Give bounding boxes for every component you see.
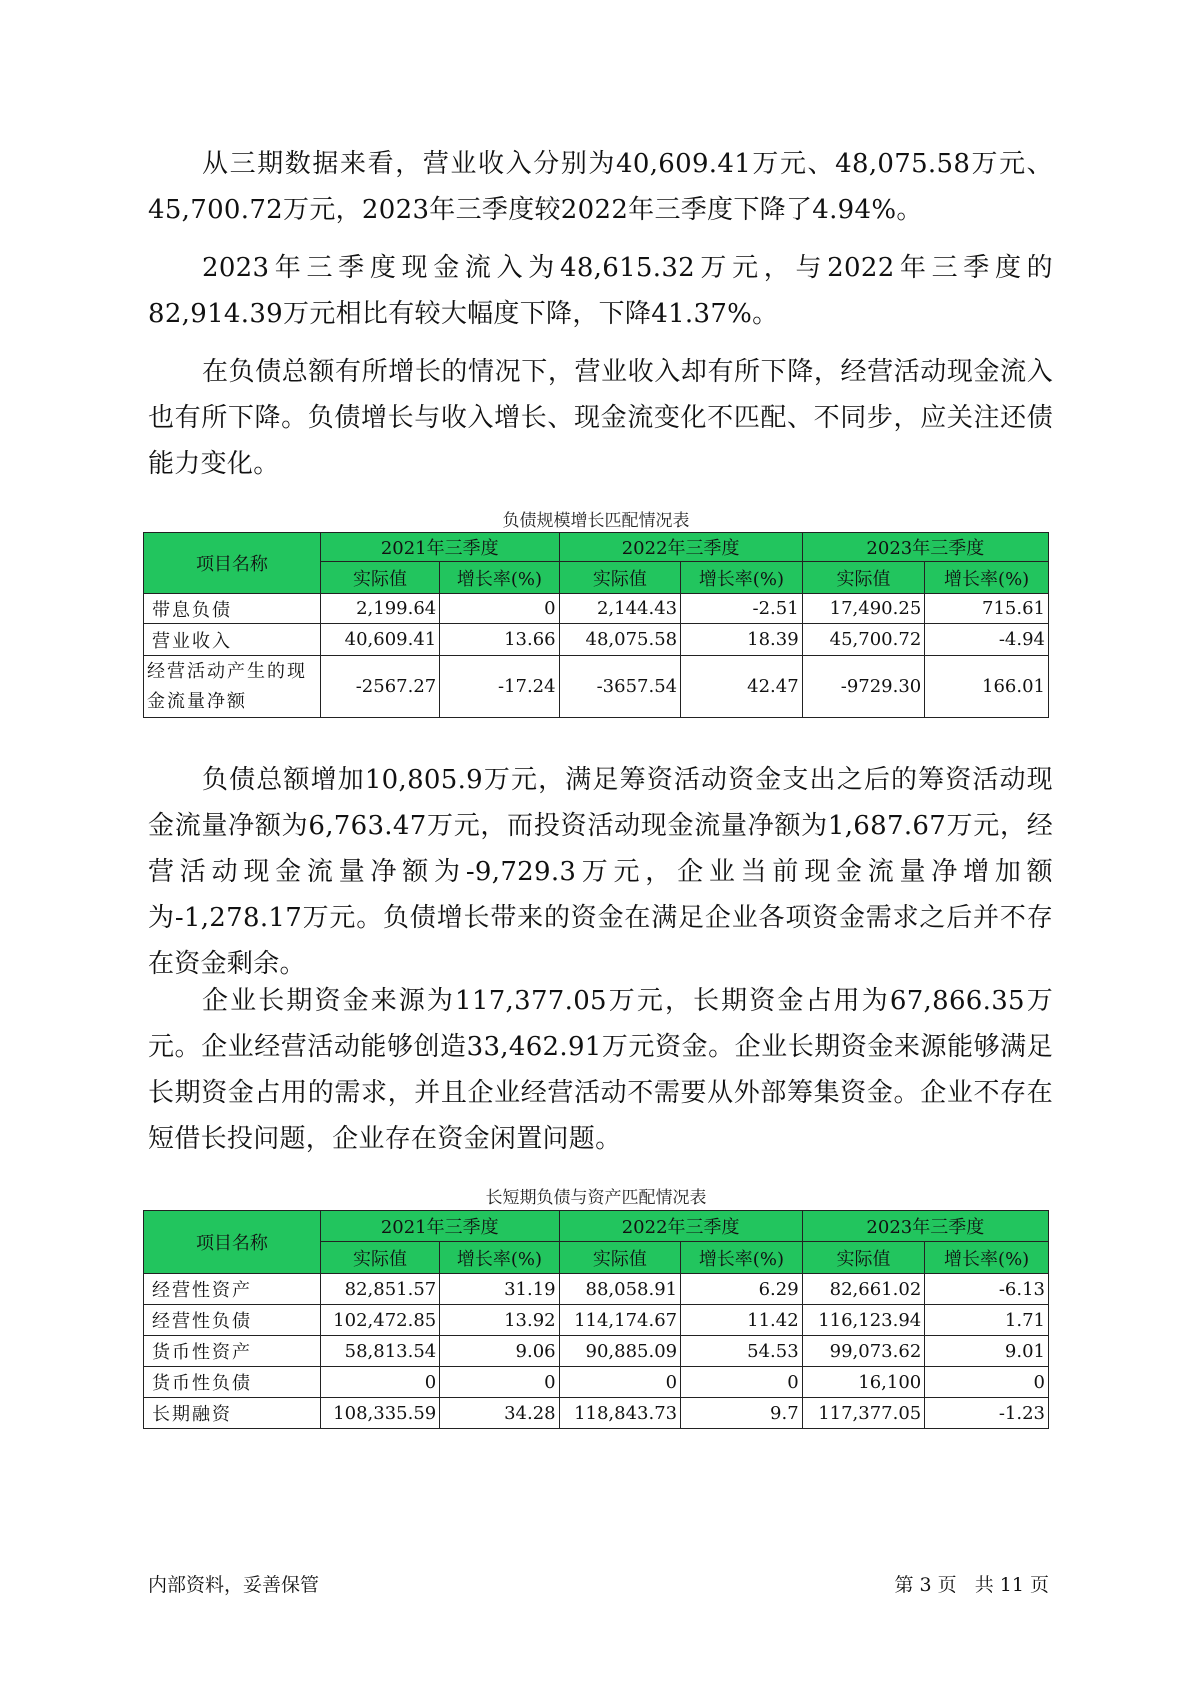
paragraph-debt-increase: 负债总额增加10,805.9万元，满足筹资活动资金支出之后的筹资活动现金流量净额为6,763.47万元，而投资活动现金流量净额为1,687.67万元，经营活动现金流量净额为-9,729.3万元，企业当前现金流量净增加额为-1,278.17万元。负债增长带来的资金在满足企业各项资金需求之后并不存在资金剩余。 [148, 765, 1053, 979]
cell-value: 45,700.72 [802, 624, 925, 656]
table1-subheader-actual: 实际值 [320, 562, 439, 594]
table2-subheader-actual: 实际值 [802, 1242, 925, 1274]
cell-value: 116,123.94 [802, 1305, 925, 1336]
table2-header-name: 项目名称 [144, 1211, 321, 1274]
paragraph-debt-growth: 在负债总额有所增长的情况下，营业收入却有所下降，经营活动现金流入也有所下降。负债增长与收入增长、现金流变化不匹配、不同步，应关注还债能力变化。 [148, 357, 1053, 479]
table1-header-period: 2023年三季度 [802, 533, 1048, 562]
cell-value: -4.94 [925, 624, 1049, 656]
footer-confidential-note: 内部资料，妥善保管 [148, 1574, 320, 1596]
cell-value: 118,843.73 [559, 1398, 681, 1429]
table2-header-period: 2023年三季度 [802, 1211, 1048, 1242]
row-label: 经营性负债 [144, 1305, 321, 1336]
table1-subheader-growth: 增长率(%) [925, 562, 1049, 594]
cell-value: -9729.30 [802, 656, 925, 718]
cell-value: 108,335.59 [320, 1398, 439, 1429]
cell-value: 13.66 [440, 624, 559, 656]
table-row [144, 1398, 1049, 1429]
cell-value: 166.01 [925, 656, 1049, 718]
table2-header-period: 2021年三季度 [320, 1211, 559, 1242]
row-label: 经营活动产生的现金流量净额 [144, 656, 321, 718]
cell-value: 9.7 [681, 1398, 803, 1429]
cell-value: 715.61 [925, 594, 1049, 624]
cell-value: -1.23 [925, 1398, 1049, 1429]
row-label: 货币性负债 [144, 1367, 321, 1398]
table2-subheader-growth: 增长率(%) [925, 1242, 1049, 1274]
table2-subheader-growth: 增长率(%) [681, 1242, 803, 1274]
cell-value: 18.39 [681, 624, 803, 656]
cell-value: 48,075.58 [559, 624, 681, 656]
paragraph-long-term-funds: 企业长期资金来源为117,377.05万元，长期资金占用为67,866.35万元。企业经营活动能够创造33,462.91万元资金。企业长期资金来源能够满足长期资金占用的需求，并且企业经营活动不需要从外部筹集资金。企业不存在短借长投问题，企业存在资金闲置问题。 [148, 986, 1053, 1154]
cell-value: 40,609.41 [320, 624, 439, 656]
cell-value: 34.28 [440, 1398, 559, 1429]
cell-value: 42.47 [681, 656, 803, 718]
row-label: 带息负债 [144, 594, 321, 624]
cell-value: 0 [440, 594, 559, 624]
row-label: 货币性资产 [144, 1336, 321, 1367]
cell-value: 0 [320, 1367, 439, 1398]
cell-value: -6.13 [925, 1274, 1049, 1305]
table-row [144, 656, 1049, 718]
cell-value: 58,813.54 [320, 1336, 439, 1367]
paragraph-revenue: 从三期数据来看，营业收入分别为40,609.41万元、48,075.58万元、45,700.72万元，2023年三季度较2022年三季度下降了4.94%。 [148, 149, 1053, 225]
long-short-match-table [143, 1210, 1049, 1429]
table2-subheader-actual: 实际值 [559, 1242, 681, 1274]
table2-header-period: 2022年三季度 [559, 1211, 802, 1242]
cell-value: 11.42 [681, 1305, 803, 1336]
cell-value: 31.19 [440, 1274, 559, 1305]
row-label: 经营性资产 [144, 1274, 321, 1305]
cell-value: 6.29 [681, 1274, 803, 1305]
footer-page-number: 第 3 页 共 11 页 [894, 1574, 1049, 1596]
table-row [144, 1305, 1049, 1336]
table1-header-period: 2021年三季度 [320, 533, 559, 562]
table2-caption: 长短期负债与资产匹配情况表 [485, 1188, 707, 1208]
table1-subheader-actual: 实际值 [802, 562, 925, 594]
cell-value: 99,073.62 [802, 1336, 925, 1367]
cell-value: 9.01 [925, 1336, 1049, 1367]
cell-value: -17.24 [440, 656, 559, 718]
cell-value: 2,144.43 [559, 594, 681, 624]
cell-value: -2.51 [681, 594, 803, 624]
cell-value: -2567.27 [320, 656, 439, 718]
table1-subheader-growth: 增长率(%) [681, 562, 803, 594]
cell-value: 0 [559, 1367, 681, 1398]
table-row [144, 594, 1049, 624]
table-row [144, 1336, 1049, 1367]
row-label: 长期融资 [144, 1398, 321, 1429]
cell-value: 2,199.64 [320, 594, 439, 624]
table2-subheader-actual: 实际值 [320, 1242, 439, 1274]
table2-subheader-growth: 增长率(%) [440, 1242, 559, 1274]
cell-value: 0 [925, 1367, 1049, 1398]
table1-caption: 负债规模增长匹配情况表 [502, 511, 690, 531]
cell-value: 16,100 [802, 1367, 925, 1398]
cell-value: 114,174.67 [559, 1305, 681, 1336]
table1-header-period: 2022年三季度 [559, 533, 802, 562]
cell-value: 0 [440, 1367, 559, 1398]
cell-value: 13.92 [440, 1305, 559, 1336]
cell-value: 17,490.25 [802, 594, 925, 624]
table1-subheader-actual: 实际值 [559, 562, 681, 594]
cell-value: 82,851.57 [320, 1274, 439, 1305]
cell-value: 0 [681, 1367, 803, 1398]
table-row [144, 1367, 1049, 1398]
debt-scale-table [143, 532, 1049, 718]
cell-value: 90,885.09 [559, 1336, 681, 1367]
cell-value: 54.53 [681, 1336, 803, 1367]
cell-value: 9.06 [440, 1336, 559, 1367]
cell-value: -3657.54 [559, 656, 681, 718]
paragraph-cash-inflow: 2023年三季度现金流入为48,615.32万元，与2022年三季度的82,914.39万元相比有较大幅度下降，下降41.37%。 [148, 253, 1053, 329]
cell-value: 1.71 [925, 1305, 1049, 1336]
cell-value: 82,661.02 [802, 1274, 925, 1305]
table-row [144, 1274, 1049, 1305]
row-label: 营业收入 [144, 624, 321, 656]
table-row [144, 624, 1049, 656]
cell-value: 102,472.85 [320, 1305, 439, 1336]
table1-header-name: 项目名称 [144, 533, 321, 594]
table1-subheader-growth: 增长率(%) [440, 562, 559, 594]
cell-value: 88,058.91 [559, 1274, 681, 1305]
cell-value: 117,377.05 [802, 1398, 925, 1429]
